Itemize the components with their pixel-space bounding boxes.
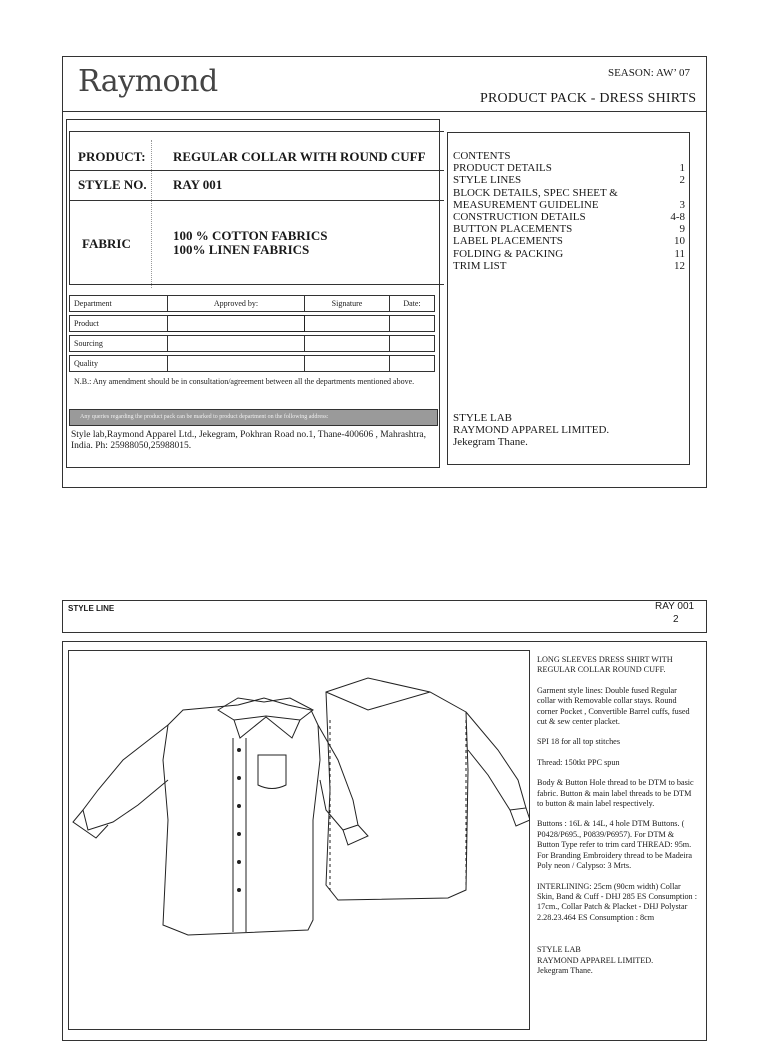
style-line-title: STYLE LINE bbox=[68, 604, 115, 613]
approved-cell[interactable] bbox=[168, 336, 305, 352]
queries-banner: Any queries regarding the product pack can be marked to product department on the following address: bbox=[69, 409, 438, 426]
contents-item: FOLDING & PACKING 11 bbox=[453, 247, 685, 260]
season-label: SEASON: AW’ 07 bbox=[607, 67, 690, 79]
approved-cell[interactable] bbox=[168, 356, 305, 372]
buttons bbox=[238, 749, 241, 892]
front-shirt-body bbox=[163, 698, 320, 935]
contents-item: MEASUREMENT GUIDELINE 3 bbox=[453, 198, 685, 211]
desc-para: Thread: 150tkt PPC spun bbox=[537, 757, 620, 767]
page-number: 2 bbox=[673, 614, 679, 625]
dept-cell: Sourcing bbox=[70, 336, 168, 352]
style-line-header bbox=[62, 600, 707, 633]
table-header: Approved by: bbox=[168, 296, 305, 312]
footer-line: RAYMOND APPAREL LIMITED. bbox=[537, 955, 654, 965]
address: Style lab,Raymond Apparel Ltd., Jekegram, Pokhran Road no.1, Thane-400606 , Mahrashtra, India. Ph: 25988050,25988015. bbox=[71, 430, 426, 451]
page-title: PRODUCT PACK - DRESS SHIRTS bbox=[480, 91, 697, 106]
left-sleeve bbox=[83, 725, 168, 830]
back-pleat bbox=[330, 720, 466, 890]
right-sleeve bbox=[318, 725, 358, 830]
table-header: Department bbox=[70, 296, 168, 312]
back-yoke bbox=[326, 692, 430, 710]
product-value: REGULAR COLLAR WITH ROUND CUFF bbox=[173, 149, 426, 164]
table-header: Signature bbox=[305, 296, 390, 312]
date-cell[interactable] bbox=[390, 356, 435, 372]
product-divider-2 bbox=[69, 200, 444, 201]
style-lab-line: STYLE LAB bbox=[453, 412, 512, 424]
style-description bbox=[537, 655, 697, 976]
contents-item: CONSTRUCTION DETAILS 4-8 bbox=[453, 211, 685, 224]
approved-cell[interactable] bbox=[168, 316, 305, 332]
contents-item: PRODUCT DETAILS 1 bbox=[453, 162, 685, 175]
table-header: Date: bbox=[390, 296, 435, 312]
header-divider bbox=[62, 111, 707, 112]
contents-item: STYLE LINES 2 bbox=[453, 174, 685, 187]
table-row bbox=[70, 316, 435, 332]
contents-item: BLOCK DETAILS, SPEC SHEET & bbox=[453, 186, 618, 199]
contents-item: BUTTON PLACEMENTS 9 bbox=[453, 223, 685, 236]
back-cuff bbox=[510, 808, 530, 826]
style-label: STYLE NO. bbox=[78, 177, 147, 192]
style-lab-block bbox=[453, 412, 609, 448]
style-lab-line: RAYMOND APPAREL LIMITED. bbox=[453, 424, 610, 436]
contents-heading: CONTENTS bbox=[453, 150, 511, 162]
table-row bbox=[70, 336, 435, 352]
desc-para: Garment style lines: Double fused Regular collar with Removable collar stays. Round corner Pocket , Convertible Barrel cuffs, fused cut & sew center placket. bbox=[537, 685, 690, 727]
style-value: RAY 001 bbox=[173, 177, 223, 192]
table-header-row bbox=[70, 296, 435, 312]
signature-cell[interactable] bbox=[305, 336, 390, 352]
style-line-ref bbox=[655, 600, 694, 626]
style-line-footer bbox=[537, 945, 697, 976]
product-divider-1 bbox=[69, 170, 444, 171]
amendment-note: N.B.: Any amendment should be in consultation/agreement between all the departments mentioned above. bbox=[74, 377, 415, 386]
style-lab-line: Jekegram Thane. bbox=[453, 436, 528, 448]
desc-para: SPI 18 for all top stitches bbox=[537, 737, 621, 747]
front-collar bbox=[218, 698, 313, 720]
date-cell[interactable] bbox=[390, 336, 435, 352]
dept-cell: Quality bbox=[70, 356, 168, 372]
back-shirt-body bbox=[326, 678, 468, 900]
style-ref: RAY 001 bbox=[655, 601, 695, 612]
product-divider-v bbox=[151, 140, 152, 288]
right-cuff bbox=[343, 825, 368, 845]
product-label: PRODUCT: bbox=[78, 149, 146, 164]
signature-cell[interactable] bbox=[305, 316, 390, 332]
desc-para: LONG SLEEVES DRESS SHIRT WITH REGULAR COLLAR ROUND CUFF. bbox=[537, 655, 673, 675]
fabric-line-2: 100% LINEN FABRICS bbox=[173, 242, 310, 257]
desc-para: Body & Button Hole thread to be DTM to basic fabric. Button & main label threads to be DTM to button & main label respectively. bbox=[537, 778, 694, 809]
dept-cell: Product bbox=[70, 316, 168, 332]
left-cuff bbox=[73, 810, 108, 838]
footer-line: STYLE LAB bbox=[537, 945, 581, 955]
desc-para: Buttons : 16L & 14L, 4 hole DTM Buttons. ( P0428/P695., P0839/P6957). For DTM & Button Type refer to trim card THREAD: 95m. For Branding Embroidery thread to be Madeira Poly neon / Calypso: 3 Mrts. bbox=[537, 819, 693, 871]
contents-list bbox=[453, 150, 685, 272]
contents-item: LABEL PLACEMENTS 10 bbox=[453, 235, 685, 248]
raymond-logo: Raymond bbox=[78, 64, 218, 99]
shirt-sketch bbox=[68, 650, 530, 1030]
footer-line: Jekegram Thane. bbox=[537, 965, 593, 975]
desc-para: INTERLINING: 25cm (90cm width) Collar Skin, Band & Cuff - DHJ 285 ES Consumption : 17cm., Collar Patch & Placket - DHJ Polystar 2.28.23.464 ES Consumption : 8cm bbox=[537, 881, 697, 922]
fabric-line-1: 100 % COTTON FABRICS bbox=[173, 228, 328, 243]
table-row bbox=[70, 356, 435, 372]
signature-cell[interactable] bbox=[305, 356, 390, 372]
back-sleeve bbox=[466, 712, 526, 810]
fabric-label: FABRIC bbox=[82, 236, 131, 251]
date-cell[interactable] bbox=[390, 316, 435, 332]
approval-table bbox=[69, 295, 435, 372]
contents-item: TRIM LIST 12 bbox=[453, 259, 685, 272]
chest-pocket bbox=[258, 755, 286, 789]
